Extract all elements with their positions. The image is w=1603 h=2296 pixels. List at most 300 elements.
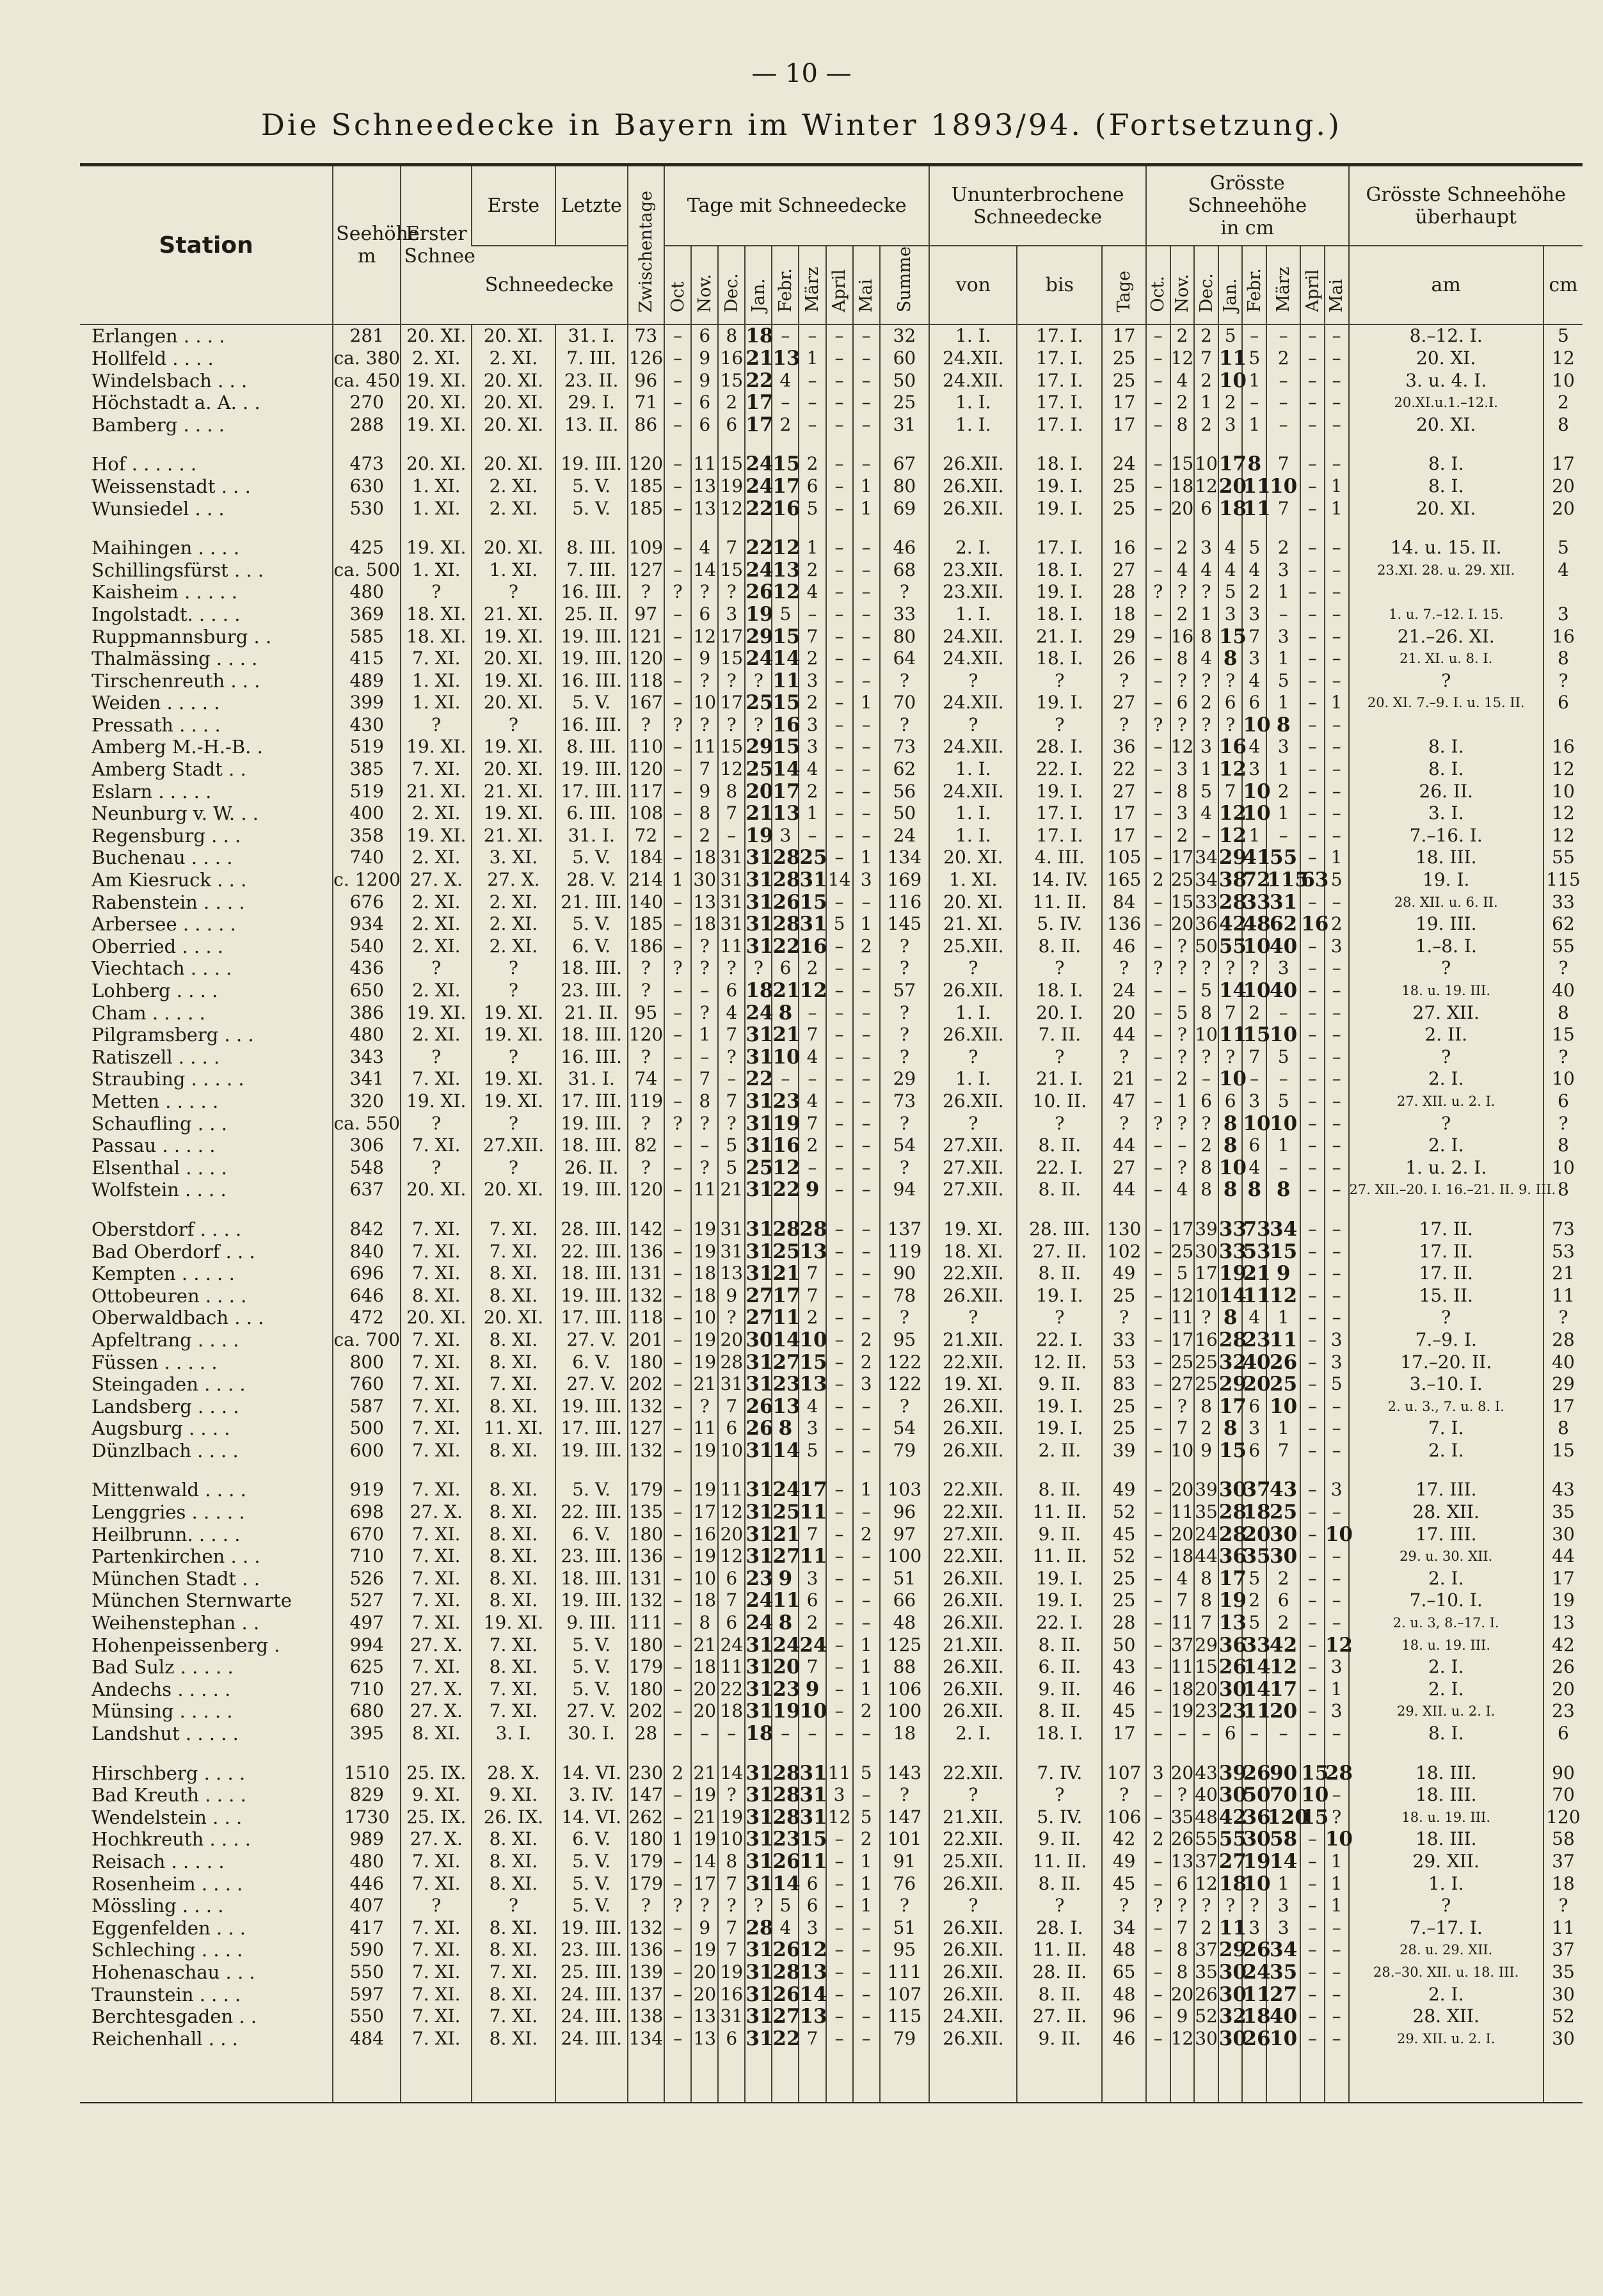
table-cell: 31	[746, 868, 774, 892]
table-cell: 1. I.	[929, 603, 1017, 626]
filler-cell	[333, 2050, 401, 2102]
table-cell: 27. II.	[1017, 1240, 1102, 1263]
table-cell: 42	[1266, 1634, 1300, 1656]
table-cell: –	[1146, 1872, 1170, 1895]
table-cell: –	[1325, 1284, 1349, 1307]
table-cell: –	[664, 1872, 691, 1895]
table-cell: –	[1300, 1545, 1325, 1568]
table-cell: 230	[628, 1762, 665, 1784]
table-cell: 3	[1266, 1917, 1300, 1939]
gap-cell	[333, 1744, 401, 1762]
table-cell: 31	[746, 1045, 774, 1069]
table-cell: 31	[746, 1112, 774, 1135]
table-cell: ?	[718, 669, 745, 692]
table-cell: –	[664, 1590, 691, 1612]
table-cell: 18. I.	[1017, 1723, 1102, 1745]
table-cell: –	[1325, 413, 1349, 436]
table-cell: –	[853, 1135, 880, 1157]
table-cell: 31	[746, 1677, 774, 1701]
header-tage-month: Febr.	[772, 246, 799, 324]
table-cell: ?	[1349, 1895, 1543, 1917]
table-row	[80, 980, 1583, 1002]
table-cell: 23	[772, 1677, 801, 1701]
table-cell: 12	[1543, 347, 1583, 370]
table-cell: 84	[1102, 891, 1146, 913]
table-cell: –	[826, 1523, 853, 1545]
table-cell: 15	[772, 625, 801, 648]
table-row	[80, 913, 1583, 936]
table-cell: 1	[1242, 413, 1266, 436]
table-cell: 11	[691, 736, 718, 758]
table-cell: –	[1146, 1329, 1170, 1351]
table-cell: –	[1146, 692, 1170, 714]
table-cell: 26.XII.	[929, 497, 1017, 520]
table-cell: –	[826, 453, 853, 475]
table-cell: –	[1146, 1545, 1170, 1568]
table-cell: 11	[718, 1479, 745, 1501]
table-cell: 5	[718, 1156, 745, 1179]
table-cell: ?	[1146, 1112, 1170, 1135]
table-cell: –	[853, 537, 880, 559]
table-cell: –	[664, 1090, 691, 1113]
table-cell: 29	[1218, 846, 1247, 870]
table-cell: 34	[1195, 869, 1218, 891]
table-cell: –	[1325, 1024, 1349, 1046]
table-cell: –	[1300, 1112, 1325, 1135]
table-cell: 8. XI.	[472, 1501, 555, 1524]
table-cell: –	[1146, 825, 1170, 847]
table-cell: 670	[333, 1523, 401, 1545]
table-cell: –	[664, 1135, 691, 1157]
table-cell: –	[1146, 1395, 1170, 1417]
table-cell: 31	[746, 846, 774, 870]
table-cell: 650	[333, 980, 401, 1002]
table-cell: 7	[1170, 1590, 1195, 1612]
table-cell: 50	[1195, 935, 1218, 957]
gap-cell	[1218, 1462, 1243, 1479]
table-cell: –	[1146, 625, 1170, 648]
table-cell: 27	[1102, 559, 1146, 581]
table-row	[80, 847, 1583, 869]
table-cell: 15	[718, 736, 745, 758]
table-cell: 2	[1194, 692, 1218, 714]
table-cell: 625	[333, 1656, 401, 1678]
table-cell: –	[853, 1723, 880, 1745]
station-name: Ruppmannsburg . .	[92, 625, 272, 648]
table-cell: 8	[1266, 1179, 1300, 1201]
table-cell: –	[1300, 1895, 1325, 1917]
table-cell: –	[1325, 648, 1349, 670]
table-cell: 17	[1170, 1328, 1194, 1350]
table-cell: 55	[1543, 847, 1583, 869]
table-cell: 31	[718, 847, 745, 869]
gap-cell	[880, 436, 930, 453]
table-cell: 6	[1170, 1872, 1195, 1895]
table-cell: 15	[799, 890, 827, 914]
station-name: Buchenau . . . .	[92, 847, 233, 869]
station-name: Partenkirchen . . .	[92, 1545, 260, 1568]
table-cell: 70	[1543, 1784, 1583, 1806]
table-cell: 115	[880, 2005, 930, 2028]
table-cell: 49	[1102, 1263, 1146, 1285]
station-name: Bad Oberdorf . . .	[92, 1240, 255, 1263]
table-cell: –	[1325, 1545, 1349, 1568]
table-cell: 2. I.	[1349, 1656, 1543, 1678]
table-cell: 3	[1242, 1417, 1266, 1440]
table-cell: 7	[1170, 1417, 1195, 1440]
table-cell: –	[826, 1828, 853, 1851]
table-cell: 26.XII.	[929, 453, 1017, 475]
table-cell: 67	[880, 453, 930, 475]
table-cell: 60	[880, 347, 930, 370]
table-cell: 26	[746, 1417, 774, 1440]
table-cell: 760	[333, 1373, 401, 1396]
table-cell	[1543, 714, 1583, 737]
table-cell: ?	[1170, 1395, 1195, 1417]
table-cell: 14. u. 15. II.	[1349, 537, 1543, 559]
table-cell: –	[664, 1961, 691, 1984]
filler-cell	[799, 2050, 825, 2102]
table-cell: 136	[628, 1939, 665, 1961]
table-cell: 30	[1218, 1982, 1247, 2006]
table-cell: –	[1300, 758, 1325, 781]
table-cell: –	[664, 475, 691, 498]
table-cell: 7	[1194, 347, 1218, 370]
table-cell: –	[1325, 1590, 1349, 1612]
table-cell: 8. XI.	[472, 1545, 555, 1568]
table-cell: 18	[691, 1656, 718, 1678]
table-cell: 15	[1543, 1024, 1583, 1046]
table-cell: –	[664, 1156, 691, 1179]
table-cell: 34	[1102, 1917, 1146, 1939]
table-cell: 31	[746, 1501, 774, 1524]
table-cell: 550	[333, 1961, 401, 1984]
table-cell: 3	[1242, 1090, 1266, 1113]
gap-cell	[401, 1744, 472, 1762]
table-cell: 31	[718, 1218, 745, 1241]
table-cell: –	[1146, 1568, 1170, 1590]
table-cell: 27. II.	[1017, 2005, 1102, 2028]
gap-cell	[718, 1744, 745, 1762]
table-cell: ?	[691, 936, 718, 958]
table-cell: 25	[1170, 1351, 1194, 1373]
table-cell: 21	[691, 1762, 718, 1784]
table-cell: ?	[1102, 1046, 1146, 1068]
table-row	[80, 537, 1583, 559]
table-cell: 19	[1243, 1849, 1271, 1873]
table-cell: 35	[1266, 1961, 1300, 1984]
table-cell: ?	[1325, 1806, 1349, 1828]
station-name: Ingolstadt. . . . .	[92, 603, 241, 625]
table-cell: –	[826, 780, 853, 802]
table-cell: 20. XI.	[472, 324, 555, 347]
table-cell: 7. XI.	[401, 1479, 472, 1501]
station-name: Weihenstephan . .	[92, 1612, 260, 1634]
table-cell: 17. I.	[1017, 537, 1102, 559]
table-cell: 2	[1170, 603, 1195, 626]
table-cell: 53	[1543, 1240, 1583, 1263]
table-cell: 1	[853, 1479, 880, 1501]
table-cell: 186	[628, 936, 665, 958]
table-cell: 5	[1266, 669, 1300, 692]
table-cell: 1	[853, 847, 880, 869]
gap-cell	[472, 436, 555, 453]
table-cell: 31	[746, 1761, 774, 1785]
gap-cell	[799, 1462, 825, 1479]
station-name: Andechs . . . . .	[92, 1678, 231, 1700]
table-cell: 20	[1170, 1479, 1194, 1501]
header-tage-month: Nov.	[691, 246, 718, 324]
table-cell: –	[1300, 1046, 1325, 1068]
table-cell: 11	[1170, 1656, 1194, 1678]
table-cell: –	[853, 1263, 880, 1285]
table-cell: 3	[799, 669, 825, 692]
table-cell: 9	[1194, 1440, 1218, 1462]
table-cell: 22.XII.	[929, 1762, 1017, 1784]
table-row	[80, 869, 1583, 891]
table-cell: –	[1146, 1678, 1170, 1701]
table-cell: 10	[1243, 802, 1271, 825]
table-cell: 18	[746, 324, 774, 348]
gap-cell	[929, 1201, 1017, 1218]
table-cell: ?	[1170, 714, 1195, 737]
table-cell: 37	[1543, 1939, 1583, 1961]
gap-cell	[555, 520, 628, 537]
table-cell: 18. I.	[1017, 453, 1102, 475]
table-cell: 2	[853, 936, 880, 958]
header-hoehe-month: Mai	[1325, 246, 1349, 324]
table-cell: 9	[799, 1678, 825, 1701]
table-cell: 7. XI.	[401, 1440, 472, 1462]
table-cell: 5. V.	[555, 847, 628, 869]
table-cell: 140	[628, 891, 665, 913]
table-cell: –	[1300, 936, 1325, 958]
table-cell: ?	[880, 1784, 930, 1806]
table-cell: –	[1325, 1179, 1349, 1201]
table-cell: 16	[772, 1134, 801, 1158]
table-cell: 5	[1266, 1090, 1300, 1113]
table-cell: –	[1300, 1024, 1325, 1046]
table-cell: 48	[1195, 1806, 1218, 1828]
gap-cell	[1543, 436, 1583, 453]
table-cell: 18. I.	[1017, 980, 1102, 1002]
table-cell: 7	[1218, 780, 1243, 802]
table-cell: 2. II.	[1349, 1024, 1543, 1046]
table-cell: ?	[880, 1112, 930, 1135]
table-cell: 130	[1102, 1218, 1146, 1241]
table-cell: –	[1300, 736, 1325, 758]
table-cell: ?	[1194, 1046, 1218, 1068]
table-cell: 95	[880, 1329, 930, 1351]
table-cell: 21	[746, 346, 774, 370]
table-cell: –	[1325, 324, 1349, 347]
table-cell: 37	[1195, 1850, 1218, 1872]
gap-cell	[853, 1462, 880, 1479]
table-cell: –	[1300, 1417, 1325, 1440]
table-cell: –	[1300, 475, 1325, 498]
table-cell: 4	[1170, 369, 1195, 392]
table-cell: 7	[799, 1024, 825, 1046]
table-cell: –	[826, 1135, 853, 1157]
table-cell: 17	[1218, 452, 1247, 476]
table-cell: 27	[1218, 1849, 1247, 1873]
table-cell: 6	[1543, 1090, 1583, 1113]
table-cell: 22. I.	[1017, 758, 1102, 781]
table-cell: 55	[1195, 1828, 1218, 1850]
table-cell: 100	[880, 1700, 930, 1723]
table-cell: ?	[1349, 1046, 1543, 1068]
table-cell: 27. XII. u. 2. I.	[1349, 1090, 1543, 1113]
table-cell: –	[664, 347, 691, 370]
table-cell: 25	[1102, 1395, 1146, 1417]
header-bis: bis	[1017, 246, 1102, 324]
table-cell: 40	[1243, 1350, 1271, 1374]
table-cell: 2	[853, 1329, 880, 1351]
table-cell: –	[853, 1218, 880, 1241]
table-cell: 7	[718, 537, 745, 559]
table-cell: 201	[628, 1329, 665, 1351]
table-cell: 9. II.	[1017, 1828, 1102, 1851]
table-cell: 2. XI.	[472, 347, 555, 370]
table-cell: 16	[1170, 625, 1194, 647]
table-row	[80, 1156, 1583, 1179]
table-cell: ?	[1349, 957, 1543, 980]
table-cell: 8	[1543, 1001, 1583, 1024]
table-cell: 2	[664, 1762, 691, 1784]
table-cell: 11	[1243, 1700, 1271, 1723]
table-cell: 4	[1543, 559, 1583, 581]
table-cell: 20	[718, 1523, 745, 1545]
table-row	[80, 1112, 1583, 1135]
table-cell: 425	[333, 537, 401, 559]
table-cell: –	[664, 802, 691, 825]
table-cell: –	[1300, 1917, 1325, 1939]
table-cell: 22	[718, 1678, 745, 1701]
filler-cell	[691, 2050, 718, 2102]
table-row	[80, 736, 1583, 758]
table-cell: 120	[628, 453, 665, 475]
table-row	[80, 1762, 1583, 1784]
table-cell: 8. II.	[1017, 1263, 1102, 1285]
table-cell: 19	[691, 1351, 718, 1373]
gap-cell	[1349, 436, 1543, 453]
header-ununterbrochene: Ununterbrochene Schneedecke	[929, 166, 1146, 246]
table-cell: 12	[799, 1938, 827, 1962]
table-cell: –	[853, 1024, 880, 1046]
table-cell: 19	[691, 1828, 718, 1851]
table-cell: 57	[880, 980, 930, 1002]
table-cell: ?	[880, 957, 930, 980]
table-cell: 30	[1243, 1828, 1271, 1851]
table-cell: 3.–10. I.	[1349, 1373, 1543, 1396]
table-cell: 8	[1218, 1307, 1243, 1329]
table-cell: 41	[1243, 846, 1271, 870]
table-cell: 49	[1102, 1851, 1146, 1873]
table-cell: 8. II.	[1017, 1872, 1102, 1895]
table-cell: 39	[1195, 1218, 1218, 1240]
table-cell: 37	[1543, 1851, 1583, 1873]
table-cell: 8	[1170, 1939, 1195, 1961]
table-cell: 27	[746, 1284, 774, 1307]
table-cell: 23	[1218, 1700, 1247, 1723]
gap-cell	[772, 1744, 799, 1762]
table-cell: 7	[1266, 453, 1300, 475]
table-cell: 7. XI.	[401, 1240, 472, 1263]
table-cell: 12	[1543, 825, 1583, 847]
table-cell: 94	[880, 1179, 930, 1201]
table-cell: 73	[880, 1090, 930, 1113]
table-cell: –	[1325, 1417, 1349, 1440]
table-cell: 386	[333, 1001, 401, 1024]
table-cell: 20. XI.	[401, 1307, 472, 1329]
gap-cell	[1349, 520, 1543, 537]
table-cell: –	[1146, 1917, 1170, 1939]
table-cell: –	[664, 692, 691, 714]
table-cell: 1	[853, 475, 880, 498]
table-cell: 26	[1243, 1761, 1271, 1785]
table-cell: 24	[1102, 980, 1146, 1002]
table-cell: 22	[772, 1178, 801, 1202]
table-cell: 107	[880, 1983, 930, 2005]
gap-cell	[772, 1462, 799, 1479]
table-row	[80, 714, 1583, 737]
table-cell: –	[664, 913, 691, 936]
table-cell: 11	[772, 1306, 801, 1330]
table-cell: 19. XI.	[472, 1612, 555, 1634]
gap-cell	[664, 1462, 691, 1479]
table-cell: 6. II.	[1017, 1656, 1102, 1678]
table-cell: 8	[1543, 648, 1583, 670]
table-cell: 3	[1266, 736, 1300, 758]
table-cell: –	[664, 1395, 691, 1417]
station-name: Pressath . . . .	[92, 714, 221, 736]
table-cell: 6	[1194, 1090, 1218, 1113]
table-cell: 10	[799, 1328, 827, 1351]
table-cell: 1. I.	[929, 1068, 1017, 1090]
table-cell: 8. I.	[1349, 758, 1543, 781]
table-cell: 1. I.	[929, 392, 1017, 414]
table-cell: –	[691, 980, 718, 1002]
gap-cell	[1102, 1744, 1146, 1762]
table-cell: 13	[799, 2005, 827, 2029]
table-cell: 26	[1102, 648, 1146, 670]
table-cell: 34	[1266, 1939, 1300, 1961]
table-cell: 24	[746, 647, 774, 671]
table-cell: ?	[401, 581, 472, 603]
table-cell: 12	[1170, 347, 1194, 369]
table-cell: 17. I.	[1017, 802, 1102, 825]
table-cell: 27	[1102, 692, 1146, 714]
gap-cell	[1242, 436, 1266, 453]
table-cell: 4	[691, 537, 718, 559]
table-cell: –	[1146, 1939, 1170, 1961]
gap-cell	[401, 436, 472, 453]
table-cell: –	[1146, 1634, 1170, 1656]
table-cell: 19. I.	[1017, 1568, 1102, 1590]
table-cell: 9. II.	[1017, 1523, 1102, 1545]
table-cell: 9	[691, 347, 718, 370]
table-cell: –	[1300, 1068, 1325, 1090]
table-cell: 17. II.	[1349, 1263, 1543, 1285]
table-cell: 1	[853, 913, 880, 936]
table-cell: ?	[1102, 714, 1146, 737]
table-row	[80, 1784, 1583, 1806]
table-cell: –	[1325, 1501, 1349, 1524]
table-cell: 30	[1218, 1478, 1247, 1502]
table-cell: 21	[746, 802, 774, 825]
table-cell: 28	[772, 1783, 801, 1807]
table-cell: 11	[1218, 1023, 1247, 1047]
